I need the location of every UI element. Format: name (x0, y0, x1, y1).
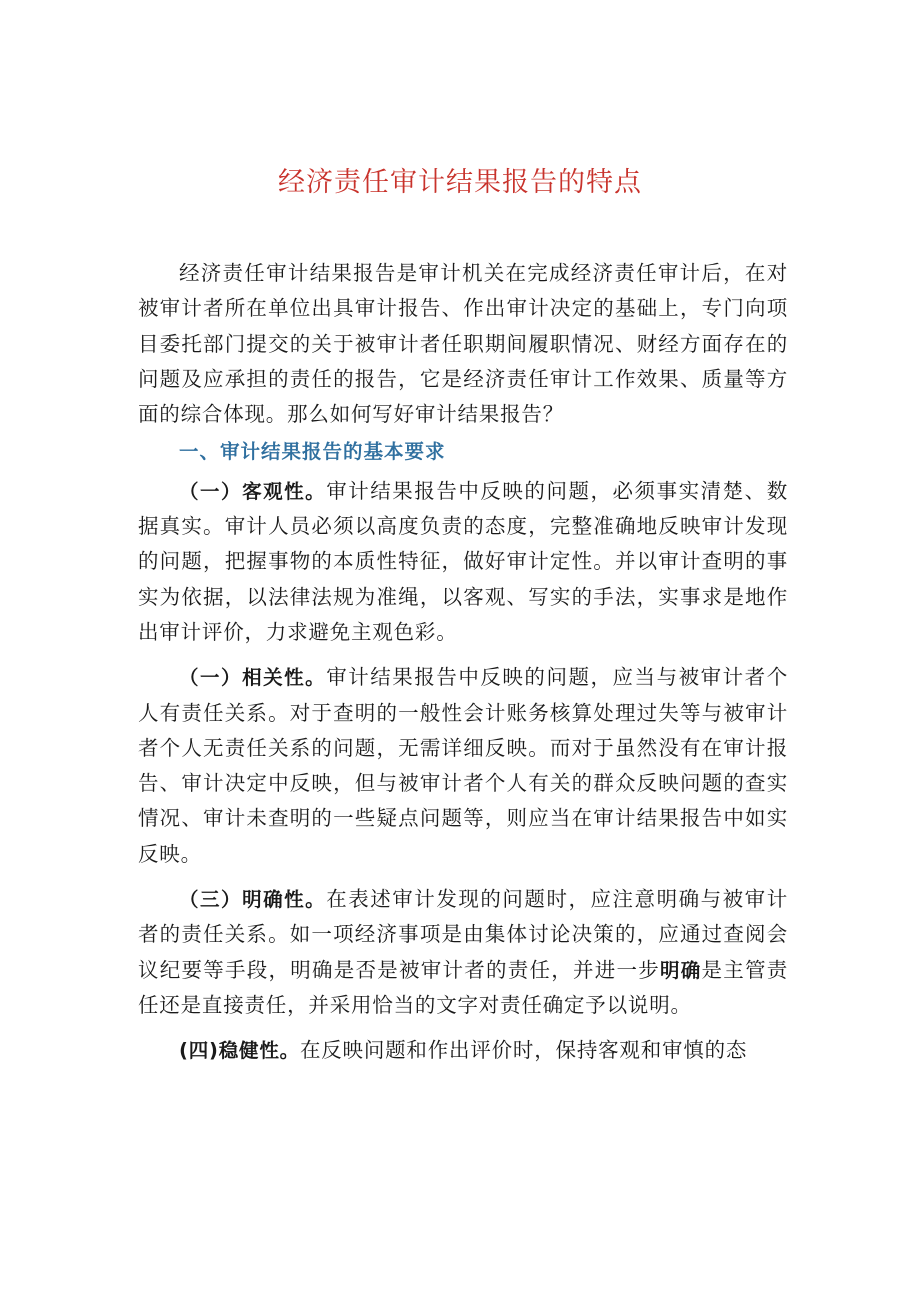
item-lead: （三）明确性。 (179, 888, 327, 912)
item-text: 是主管责任还是直接责任，并采用恰当的文字对责任确定予以说明。 (138, 957, 788, 1017)
item-text: 在表述审计发现的问题时，应注意明确与被审计者的责任关系。如一项经济事项是由集体讨论决策的，应通过查阅会议纪要等手段，明确是否是被审计者的责任，并进一步 (138, 887, 788, 982)
document-title: 经济责任审计结果报告的特点 (278, 167, 642, 198)
item-lead: (四)稳健性。 (179, 1039, 300, 1063)
item-lead: （一）相关性。 (179, 666, 327, 690)
intro-paragraph: 经济责任审计结果报告是审计机关在完成经济责任审计后，在对被审计者所在单位出具审计报告、作出审计决定的基础上，专门向项目委托部门提交的关于被审计者任职期间履职情况、财经方面存在的问题及应承担的责任的报告，它是经济责任审计工作效果、质量等方面的综合体现。那么如何写好审计结果报告？ (138, 261, 788, 427)
document-body (138, 252, 788, 1069)
item-text: 审计结果报告中反映的问题，应当与被审计者个人有责任关系。对于查明的一般性会计账务核算处理过失等与被审计者个人无责任关系的问题，无需详细反映。而对于虽然没有在审计报告、审计决定中反映，但与被审计者个人有关的群众反映问题的查实情况、审计未查明的一些疑点问题等，则应当在审计结果报告中如实反映。 (138, 665, 788, 866)
section-heading: 一、审计结果报告的基本要求 (179, 440, 446, 464)
item-prudence (138, 1033, 788, 1068)
item-text: 审计结果报告中反映的问题，必须事实清楚、数据真实。审计人员必须以高度负责的态度，完整准确地反映审计发现的问题，把握事物的本质性特征，做好审计定性。并以审计查明的事实为依据，以法律法规为准绳，以客观、写实的手法，实事求是地作出审计评价，力求避免主观色彩。 (138, 478, 788, 644)
item-relevance (138, 660, 788, 872)
item-text-bold: 明确 (659, 958, 702, 982)
item-objectivity (138, 474, 788, 650)
item-lead: （一）客观性。 (179, 479, 327, 503)
item-text: 在反映问题和作出评价时，保持客观和审慎的态 (299, 1038, 748, 1063)
item-clarity (138, 882, 788, 1023)
